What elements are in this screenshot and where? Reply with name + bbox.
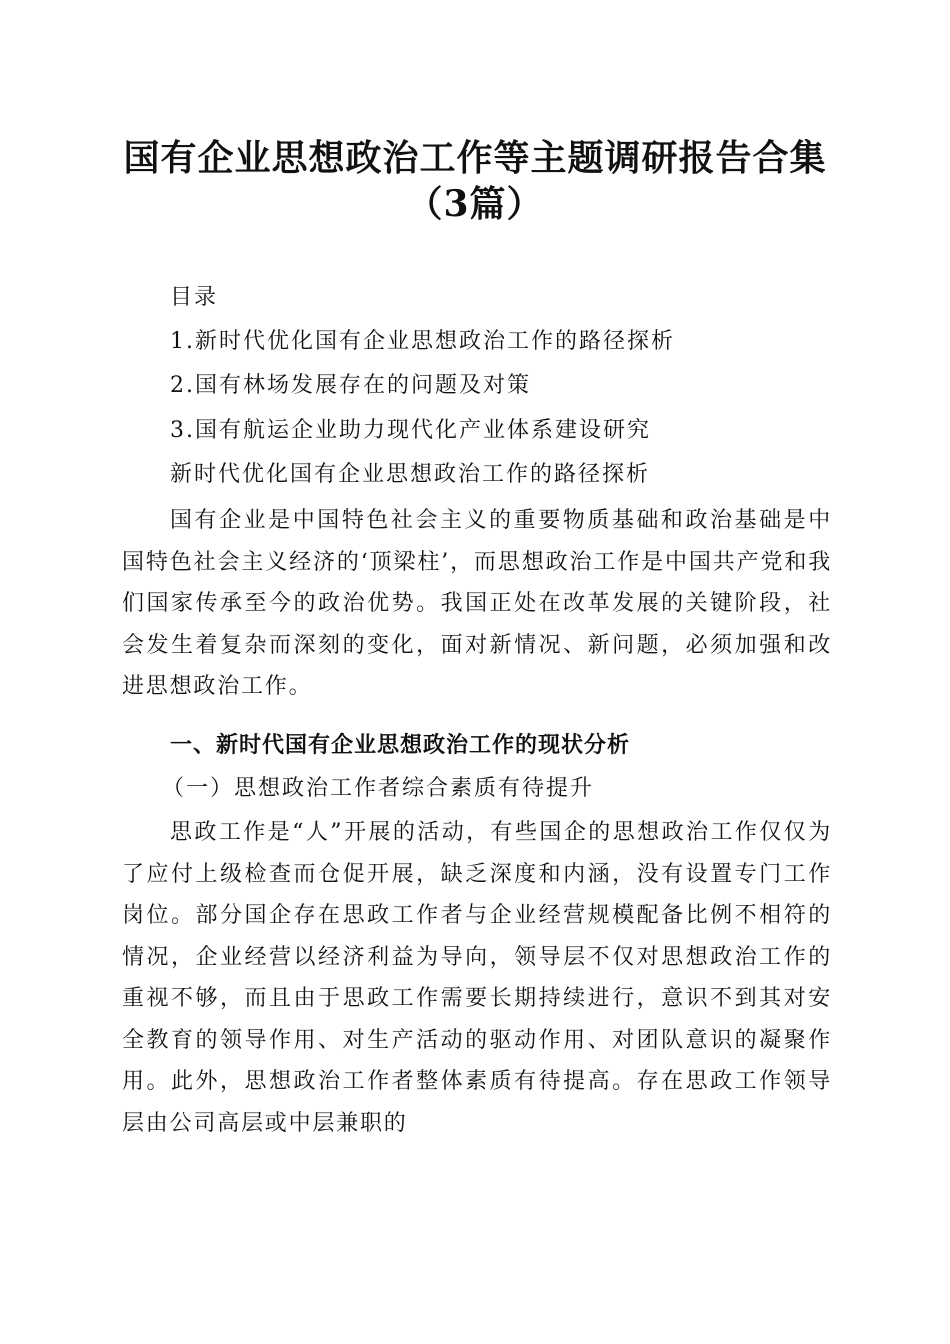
document-title-count: （3篇） [406,183,544,225]
toc-heading: 目录 [170,285,219,310]
body-paragraph: 思政工作是“人”开展的活动，有些国企的思想政治工作仅仅为了应付上级检查而仓促开展，缺乏深度和内涵，没有设置专门工作岗位。部分国企存在思政工作者与企业经营规模配备比例不相符的情况，企业经营以经济利益为导向，领导层不仅对思想政治工作的重视不够，而且由于思政工作需要长期持续进行，意识不到其对安全教育的领导作用、对生产活动的驱动作用、对团队意识的凝聚作用。此外，思想政治工作者整体素质有待提高。存在思政工作领导层由公司高层或中层兼职的 [122,820,832,1136]
toc-item-1: 1.新时代优化国有企业思想政治工作的路径探析 [170,329,675,354]
toc-item-3: 3.国有航运企业助力现代化产业体系建设研究 [170,418,651,443]
intro-paragraph: 国有企业是中国特色社会主义的重要物质基础和政治基础是中国特色社会主义经济的‘顶梁柱’，而思想政治工作是中国共产党和我们国家传承至今的政治优势。我国正处在改革发展的关键阶段，社会发生着复杂而深刻的变化，面对新情况、新问题，必须加强和改进思想政治工作。 [122,508,832,699]
subsection-heading-1: （一）思想政治工作者综合素质有待提升 [162,776,595,801]
article-title: 新时代优化国有企业思想政治工作的路径探析 [170,462,651,487]
section-heading-1: 一、新时代国有企业思想政治工作的现状分析 [170,733,631,758]
document-title: 国有企业思想政治工作等主题调研报告合集 [123,137,827,179]
toc-item-2: 2.国有林场发展存在的问题及对策 [170,373,531,398]
